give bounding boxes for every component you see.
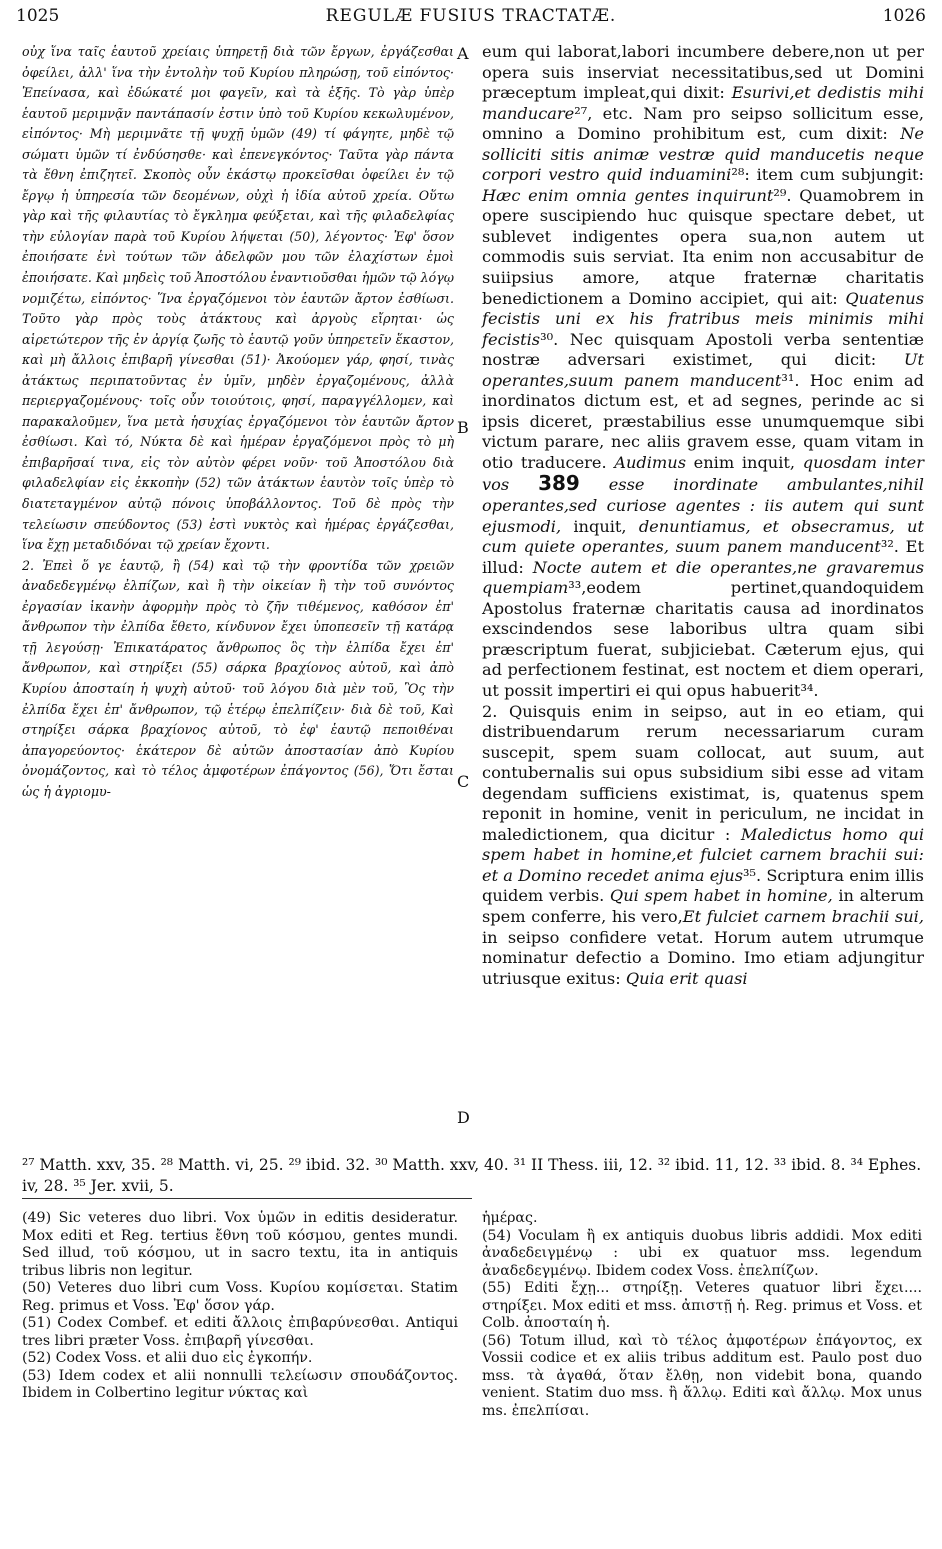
margin-letter-d: D: [457, 1108, 470, 1127]
latin-quote: Ut operantes,suum panem manducent: [482, 350, 924, 390]
latin-column: [482, 42, 924, 989]
latin-text: ²⁹. Quamobrem in opere suscipiendo huc quisque spectare debet, ut sublevet indigentes opera sua,non autem ut commodis suis serviat. Ita enim non accusabitur de suiipsius amore, atque fraternæ charitatis benedictionem a Domino accipiet, qui ait:: [482, 185, 924, 308]
latin-quote: Qui spem habet in homine,: [609, 886, 833, 906]
latin-text: enim inquit,: [686, 452, 803, 472]
footnotes-left: [22, 1210, 458, 1403]
margin-letter-c: C: [457, 772, 470, 791]
column-number: 389: [538, 471, 580, 496]
footnote: (49) Sic veteres duo libri. Vox ὑμῶν in editis desideratur. Mox editi et Reg. tertius ἔθνη τοῦ κόσμου, gentes mundi. Sed illud, τοῦ κόσμου, ut in sacro textu, ita in antiquis tribus libris non legitur.: [22, 1210, 458, 1279]
greek-paragraph-2: 2. Ἐπεὶ ὅ γε ἑαυτῷ, ἢ (54) καὶ τῷ τὴν φροντίδα τῶν χρειῶν ἀναδεδεγμένῳ ἐλπίζων, καὶ ἢ τὴν οἰκείαν ἢ τὴν τοῦ συνόντος ἐργασίαν ἱκανὴν ἀφορμὴν πρὸς τὸ ζῆν τιθέμενος, καθόσον ἐπ' ἄνθρωπον τὴν ἐλπίδα ἔθετο, κίνδυνον ἔχει ὑποπεσεῖν τῇ κατάρᾳ τῇ λεγούσῃ· Ἐπικατάρατος ἄνθρωπος ὃς τὴν ἐλπίδα ἔχει ἐπ' ἄνθρωπον, καὶ στηρίξει (55) σάρκα βραχίονος αὐτοῦ, καὶ ἀπὸ Κυρίου ἀποσταίη ἡ ψυχὴ αὐτοῦ· τοῦ λόγου διὰ μὲν τοῦ, Ὃς τὴν ἐλπίδα ἔχει ἐπ' ἄνθρωπον, τῷ ἑτέρῳ ἐπελπίζειν· διὰ δὲ τοῦ, Καὶ στηρίξει σάρκα βραχίονος αὐτοῦ, τὸ ἐφ' ἑαυτῷ πεποιθέναι ἀπαγορεύοντος· ἑκάτερον δὲ αὐτῶν ἀποστασίαν ἀπὸ Κυρίου ὀνομάζοντος, καὶ τὸ τέλος ἀμφοτέρων ἐπάγοντος (56), Ὅτι ἔσται ὡς ἡ ἀγριομυ-: [22, 557, 454, 799]
footnote: (52) Codex Voss. et alii duo εἰς ἐγκοπήν.: [22, 1350, 313, 1366]
footnote: (51) Codex Combef. et editi ἄλλοις ἐπιβαρύνεσθαι. Antiqui tres libri præter Voss. ἐπιβαρῆ γίνεσθαι.: [22, 1315, 458, 1349]
latin-quote: Quia erit quasi: [625, 968, 748, 988]
latin-quote: denuntiamus, et obsecramus, ut cum quiete operantes, suum panem manducent: [482, 516, 924, 557]
latin-paragraph-2: [482, 702, 924, 990]
latin-text: in seipso confidere vetat. Horum autem utrumque nominatur defectio a Domino. Imo etiam adjungitur utriusque exitus:: [482, 927, 924, 988]
latin-text: ³⁵. Scriptura enim illis quidem verbis.: [482, 865, 924, 906]
greek-paragraph-1: οὐχ ἵνα ταῖς ἑαυτοῦ χρείαις ὑπηρετῇ διὰ τῶν ἔργων, ἐργάζεσθαι ὀφείλει, ἀλλ' ἵνα τὴν ἐντολὴν τοῦ Κυρίου πληρώσῃ, τοῦ εἰπόντος· Ἐπείνασα, καὶ ἐδώκατέ μοι φαγεῖν, καὶ τὰ ἑξῆς. Τὸ γὰρ ὑπὲρ ἑαυτοῦ μεριμνᾷν παντάπασίν ἐστιν ὑπὸ τοῦ Κυρίου κεκωλυμένον, εἰπόντος· Μὴ μεριμνᾶτε τῇ ψυχῇ ὑμῶν (49) τί φάγητε, μηδὲ τῷ σώματι ὑμῶν τί ἐνδύσησθε· καὶ ἐπενεγκόντος· Ταῦτα γὰρ πάντα τὰ ἔθνη ἐπιζητεῖ. Σκοπὸς οὖν ἑκάστῳ προκεῖσθαι ὀφείλει ἐν τῷ ἔργῳ ἡ ὑπηρεσία τῶν δεομένων, οὐχὶ ἡ ἰδία αὐτοῦ χρεία. Οὕτω γὰρ καὶ τῆς φιλαυτίας τὸ ἔγκλημα φεύξεται, καὶ τῆς φιλαδελφίας τὴν εὐλογίαν παρὰ τοῦ Κυρίου λήψεται (50), λέγοντος· Ἐφ' ὅσον ἐποιήσατε ἑνὶ τούτων τῶν ἀδελφῶν μου τῶν ἐλαχίστων ἐμοὶ ἐποιήσατε. Καὶ μηδεὶς τοῦ Ἀποστόλου ἐναντιοῦσθαι ἡμῶν τῷ λόγῳ νομιζέτω, εἰπόντος· Ἵνα ἐργαζόμενοι τὸν ἑαυτῶν ἄρτον ἐσθίωσι. Τοῦτο γὰρ πρὸς τοὺς ἀτάκτους καὶ ἀργοὺς εἴρηται· ὡς αἱρετώτερον τῆς ἐν ἀργίᾳ ζωῆς τὸ ἑαυτῷ γοῦν ὑπηρετεῖν ἕκαστον, καὶ μὴ ἄλλοις ἐπιβαρῆ γίνεσθαι (51)· Ἀκούομεν γάρ, φησί, τινὰς ἀτάκτως περιπατοῦντας ἐν ὑμῖν, μηδὲν ἐργαζομένους, ἀλλὰ περιεργαζομένους· τοῖς οὖν τοιούτοις, φησί, παραγγέλλομεν, καὶ παρακαλοῦμεν, ἵνα μετὰ ἡσυχίας ἐργαζόμενοι τὸν ἑαυτῶν ἄρτον ἐσθίωσι. Καὶ τό, Νύκτα δὲ καὶ ἡμέραν ἐργαζόμενοι πρὸς τὸ μὴ ἐπιβαρῆσαί τινα, εἰς τὸν αὐτὸν φέρει νοῦν· τοῦ Ἀποστόλου διὰ φιλαδελφίαν εἰς ἐκκοπὴν (52) τῶν ἀτάκτων ἑαυτὸν τοῖς ὑπὲρ τὸ διατεταγμένον αὐτῷ πόνοις ὑποβάλλοντος. Τοῦ δὲ πρὸς τὴν τελείωσιν σπεύδοντος (53) ἐστὶ νυκτὸς καὶ ἡμέρας ἐργάζεσθαι, ἵνα ἔχῃ μεταδιδόναι τῷ χρείαν ἔχοντι.: [22, 44, 454, 553]
footnotes-right: [482, 1210, 922, 1420]
latin-quote: Et fulciet carnem brachii sui,: [682, 906, 924, 926]
latin-quote: Audimus: [614, 452, 687, 472]
page-number-right: 1026: [882, 6, 926, 26]
latin-quote: Esurivi,et dedistis mihi manducare: [482, 83, 924, 123]
latin-quote: Ne solliciti sitis animæ vestræ quid manducetis neque corpori vestro quid induamini: [482, 124, 924, 185]
margin-letter-a: A: [457, 44, 469, 63]
footnote-divider: [22, 1198, 472, 1199]
footnote: (53) Idem codex et alii nonnulli τελείωσιν σπουδάζοντος. Ibidem in Colbertino legitur νύκτας καὶ: [22, 1367, 458, 1401]
latin-text: eum qui laborat,labori incumbere debere,non ut per opera suis inserviat necessitatibus,sed ut Domini præceptum impleat,qui dixit:: [482, 42, 924, 103]
footnote: (56) Totum illud, καὶ τὸ τέλος ἀμφοτέρων ἐπάγοντος, ex Vossii codice et ex aliis tribus additum est. Paulo post duo mss. τὰ ἀγαθά, ὅταν ἔλθῃ, non videbit bona, quando venient. Statim duo mss. ἢ ἄλλῳ. Editi καὶ ἄλλῳ. Mox unus ms. ἐπελπίσαι.: [482, 1332, 922, 1419]
latin-text: ³². Et illud:: [482, 537, 925, 577]
running-header: [0, 6, 942, 34]
latin-quote: Hæc enim omnia gentes inquirunt: [482, 185, 774, 205]
latin-text: ³¹. Hoc enim ad inordinatos dictum est, et ad segnes, perinde ac si ipsis diceret, præstabilius esse unumquemque sibi victum parare, nec aliis gravem esse, quam vitam in otio traducere.: [482, 370, 924, 472]
latin-quote: Quatenus fecistis uni ex his fratribus meis minimis mihi fecistis: [482, 288, 924, 349]
scripture-references: ²⁷ Matth. xxv, 35. ²⁸ Matth. vi, 25. ²⁹ ibid. 32. ³⁰ Matth. xxv, 40. ³¹ II Thess. iii, 12. ³² ibid. 11, 12. ³³ ibid. 8. ³⁴ Ephes. iv, 28. ³⁵ Jer. xvii, 5.: [22, 1156, 922, 1195]
running-title: REGULÆ FUSIUS TRACTATÆ.: [325, 6, 617, 26]
footnote: (55) Editi ἔχῃ... στηρίξῃ. Veteres quatuor libri ἔχει.... στηρίξει. Mox editi et mss. ἀπιστῇ ἡ. Reg. primus et Voss. et Colb. ἀποσταίη ἡ.: [482, 1280, 922, 1331]
greek-column: [22, 42, 454, 802]
footnote: (50) Veteres duo libri cum Voss. Κυρίου κομίσεται. Statim Reg. primus et Voss. Ἐφ' ὅσον γάρ.: [22, 1280, 458, 1314]
latin-paragraph-1: [482, 42, 924, 702]
latin-text: ²⁸: item cum subjungit:: [731, 165, 924, 185]
latin-quote: Nocte autem et die operantes,ne gravaremus quempiam: [482, 557, 924, 598]
latin-quote: quosdam inter vos: [482, 452, 924, 495]
latin-quote: Maledictus homo qui spem habet in homine,et fulciet carnem brachii sui: et a Domino recedet anima ejus: [482, 824, 924, 885]
latin-text: 2. Quisquis enim in seipso, aut in eo etiam, qui distribuendarum rerum necessariarum curam suscepit, spem suam collocat, aut suum, aut contubernalis sui opus subsidium sibi esse ad vitam degendam sufficiens existimat, is, quatenus spem reponit in homine, venit in periculum, ne incidat in maledictionem, qua dicitur :: [482, 701, 924, 844]
margin-letter-b: B: [457, 418, 469, 437]
latin-text: ³³,eodem pertinet,quandoquidem Apostolus fraternæ charitatis causa ad inordinatos exscindendos sese laboribus ultra quam sibi præscriptum fuerat, subjiciebat. Cæterum ejus, qui ad perfectionem festinat, est noctem et diem operari, ut possit impertiri ei qui opus habuerit³⁴.: [482, 578, 924, 700]
latin-quote: esse inordinate ambulantes,nihil operantes,sed curiose agentes : iis autem qui sunt ejusmodi,: [482, 475, 924, 536]
page-number-left: 1025: [16, 6, 60, 26]
latin-text: in alterum spem conferre, his vero,: [482, 886, 924, 926]
footnote: ἡμέρας.: [482, 1210, 538, 1226]
footnote: (54) Voculam ἢ ex antiquis duobus libris addidi. Mox editi ἀναδεδειγμένῳ : ubi ex quatuor mss. legendum ἀναδεδεγμένῳ. Ibidem codex Voss. ἐπελπίζων.: [482, 1227, 922, 1279]
latin-text: ³⁰. Nec quisquam Apostoli verba sententiæ nostræ adversari existimet, qui dicit:: [482, 329, 924, 370]
latin-text: inquit,: [561, 516, 639, 536]
latin-text: ²⁷, etc. Nam pro seipso sollicitum esse, omnino a Domino prohibitum est, cum dixit:: [482, 103, 924, 144]
